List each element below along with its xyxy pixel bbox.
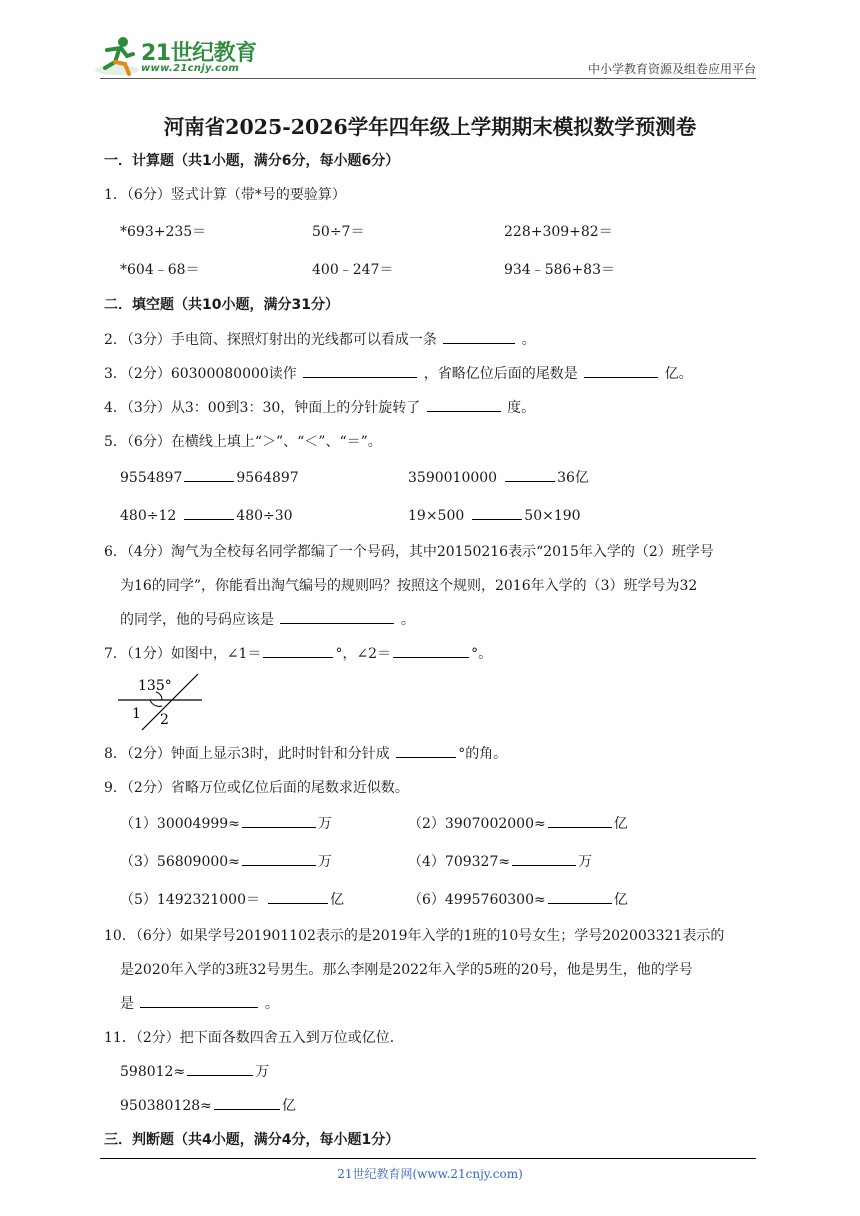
footer-divider	[100, 1158, 756, 1159]
q9-i1-text: （1）30004999≈	[120, 816, 240, 832]
q8-blank[interactable]	[396, 743, 456, 758]
q9-item-4	[408, 851, 592, 871]
q5-c-left: 480÷12	[120, 508, 177, 524]
logo	[93, 34, 263, 78]
q9-item-3	[120, 851, 332, 871]
q9-i4-unit: 万	[578, 854, 593, 870]
q9-item-6	[408, 889, 628, 909]
question-10-line-2: 是2020年入学的3班32号男生。那么李刚是2022年入学的5班的20号，他是男生，他的学号	[120, 962, 693, 978]
header-platform-text: 中小学教育资源及组卷应用平台	[587, 62, 756, 76]
q7-blank-1[interactable]	[263, 643, 333, 658]
q3-blank-2[interactable]	[584, 363, 658, 378]
fig-label-1: 1	[132, 706, 141, 722]
q6-end: 。	[400, 612, 415, 628]
q5-d-left: 19×500	[408, 508, 465, 524]
q5-blank-2[interactable]	[505, 467, 555, 482]
q10-end: 。	[264, 996, 279, 1012]
q9-item-5	[120, 889, 344, 909]
q9-i5-text: （5）1492321000＝	[120, 892, 260, 908]
q4-blank[interactable]	[427, 397, 501, 412]
q5-blank-3[interactable]	[184, 505, 234, 520]
q9-i5-unit: 亿	[329, 892, 344, 908]
q3-blank-1[interactable]	[303, 363, 417, 378]
q7-end: °。	[471, 646, 493, 662]
q11-a-unit: 万	[255, 1064, 270, 1080]
q9-i6-unit: 亿	[613, 892, 628, 908]
q1-item-2: 50÷7＝	[312, 224, 365, 240]
q9-blank-3[interactable]	[242, 851, 316, 866]
q5-blank-4[interactable]	[472, 505, 522, 520]
q1-item-1: *693+235＝	[120, 224, 207, 240]
header-divider	[100, 78, 756, 79]
q8-text: 8．（2分）钟面上显示3时，此时时针和分针成	[104, 746, 390, 762]
section-heading-2: 二．填空题（共10小题，满分31分）	[104, 297, 339, 313]
q1-item-3: 228+309+82＝	[504, 224, 613, 240]
q11-b-text: 950380128≈	[120, 1098, 212, 1114]
fig-angle-label: 135°	[138, 678, 172, 694]
q2-end: 。	[521, 332, 536, 348]
q9-blank-6[interactable]	[548, 889, 612, 904]
q9-blank-2[interactable]	[548, 813, 612, 828]
q5-b-left: 3590010000	[408, 470, 498, 486]
q5-compare-2	[408, 467, 589, 487]
q3-end: 亿。	[664, 366, 693, 382]
question-6-line-3	[120, 609, 415, 629]
q7-mid: °，∠2＝	[335, 646, 392, 662]
q3-mid: ，省略亿位后面的尾数是	[423, 366, 578, 382]
q9-i6-text: （6）4995760300≈	[408, 892, 546, 908]
q4-end: 度。	[507, 400, 536, 416]
q8-end: °的角。	[458, 746, 508, 762]
section-heading-3: 三．判断题（共4小题，满分4分，每小题1分）	[104, 1132, 400, 1148]
q7-text: 7．（1分）如图中，∠1＝	[104, 646, 262, 662]
logo-url: www.21cnjy.com	[141, 63, 240, 74]
q6-blank[interactable]	[280, 609, 394, 624]
q9-i2-text: （2）3907002000≈	[408, 816, 546, 832]
q3-text: 3．（2分）60300080000读作	[104, 366, 297, 382]
q11-item-1	[120, 1061, 269, 1081]
q9-blank-1[interactable]	[242, 813, 316, 828]
q5-compare-3	[120, 505, 293, 524]
q9-item-2	[408, 813, 628, 833]
q9-i1-unit: 万	[317, 816, 332, 832]
q5-a-left: 9554897	[120, 470, 183, 486]
q1-item-4: *604﹣68＝	[120, 262, 200, 278]
q11-b-unit: 亿	[281, 1098, 296, 1114]
question-3	[104, 363, 693, 383]
q5-b-right: 36亿	[557, 470, 589, 486]
fig-label-2: 2	[160, 712, 169, 728]
q11-a-text: 598012≈	[120, 1064, 186, 1080]
q9-i3-unit: 万	[317, 854, 332, 870]
question-1-stem: 1．（6分）竖式计算（带*号的要验算）	[104, 187, 346, 203]
q11-blank-1[interactable]	[187, 1061, 253, 1076]
q5-d-right: 50×190	[524, 508, 581, 524]
footer-link[interactable]: 21世纪教育网(www.21cnjy.com)	[337, 1167, 523, 1181]
q10-text: 是	[120, 996, 134, 1012]
question-10-line-1: 10．（6分）如果学号201901102表示的是2019年入学的1班的10号女生；学号202003321表示的	[104, 928, 725, 944]
page-title: 河南省2025-2026学年四年级上学期期末模拟数学预测卷	[163, 115, 697, 139]
q11-blank-2[interactable]	[214, 1095, 280, 1110]
q5-compare-4	[408, 505, 581, 524]
q9-i2-unit: 亿	[613, 816, 628, 832]
q9-item-1	[120, 813, 332, 833]
q5-c-right: 480÷30	[236, 508, 293, 524]
runner-logo-icon	[93, 34, 141, 78]
q9-i4-text: （4）709327≈	[408, 854, 511, 870]
q5-a-right: 9564897	[236, 470, 299, 486]
q2-text: 2．（3分）手电筒、探照灯射出的光线都可以看成一条	[104, 332, 437, 348]
question-9-stem: 9．（2分）省略万位或亿位后面的尾数求近似数。	[104, 780, 409, 796]
logo-brand: 21世纪教育	[141, 41, 257, 66]
q11-item-2	[120, 1095, 296, 1115]
angle-figure	[116, 670, 206, 732]
question-5-stem: 5．（6分）在横线上填上“＞”、“＜”、“＝”。	[104, 434, 382, 450]
q7-blank-2[interactable]	[393, 643, 469, 658]
section-heading-1: 一．计算题（共1小题，满分6分，每小题6分）	[104, 153, 400, 169]
q6-text: 的同学，他的号码应该是	[120, 612, 274, 628]
q1-item-5: 400﹣247＝	[312, 262, 394, 278]
q9-i3-text: （3）56809000≈	[120, 854, 240, 870]
question-2	[104, 329, 536, 349]
q5-blank-1[interactable]	[184, 467, 234, 482]
q10-blank[interactable]	[140, 993, 258, 1008]
q9-blank-4[interactable]	[512, 851, 576, 866]
question-8	[104, 743, 507, 763]
question-6-line-1: 6．（4分）淘气为全校每名同学都编了一个号码，其中20150216表示“2015年入学的（2）班学号	[104, 544, 714, 560]
q9-blank-5[interactable]	[268, 889, 328, 904]
question-4	[104, 397, 535, 417]
question-10-line-3	[120, 993, 279, 1013]
question-7	[104, 643, 492, 663]
q4-text: 4．（3分）从3：00到3：30，钟面上的分针旋转了	[104, 400, 421, 416]
q1-item-6: 934﹣586+83＝	[504, 262, 615, 278]
question-11-stem: 11．（2分）把下面各数四舍五入到万位或亿位．	[104, 1030, 404, 1046]
q5-compare-1	[120, 467, 299, 486]
q2-blank[interactable]	[443, 329, 515, 344]
question-6-line-2: 为16的同学”，你能看出淘气编号的规则吗？按照这个规则，2016年入学的（3）班学号为32	[120, 578, 698, 594]
